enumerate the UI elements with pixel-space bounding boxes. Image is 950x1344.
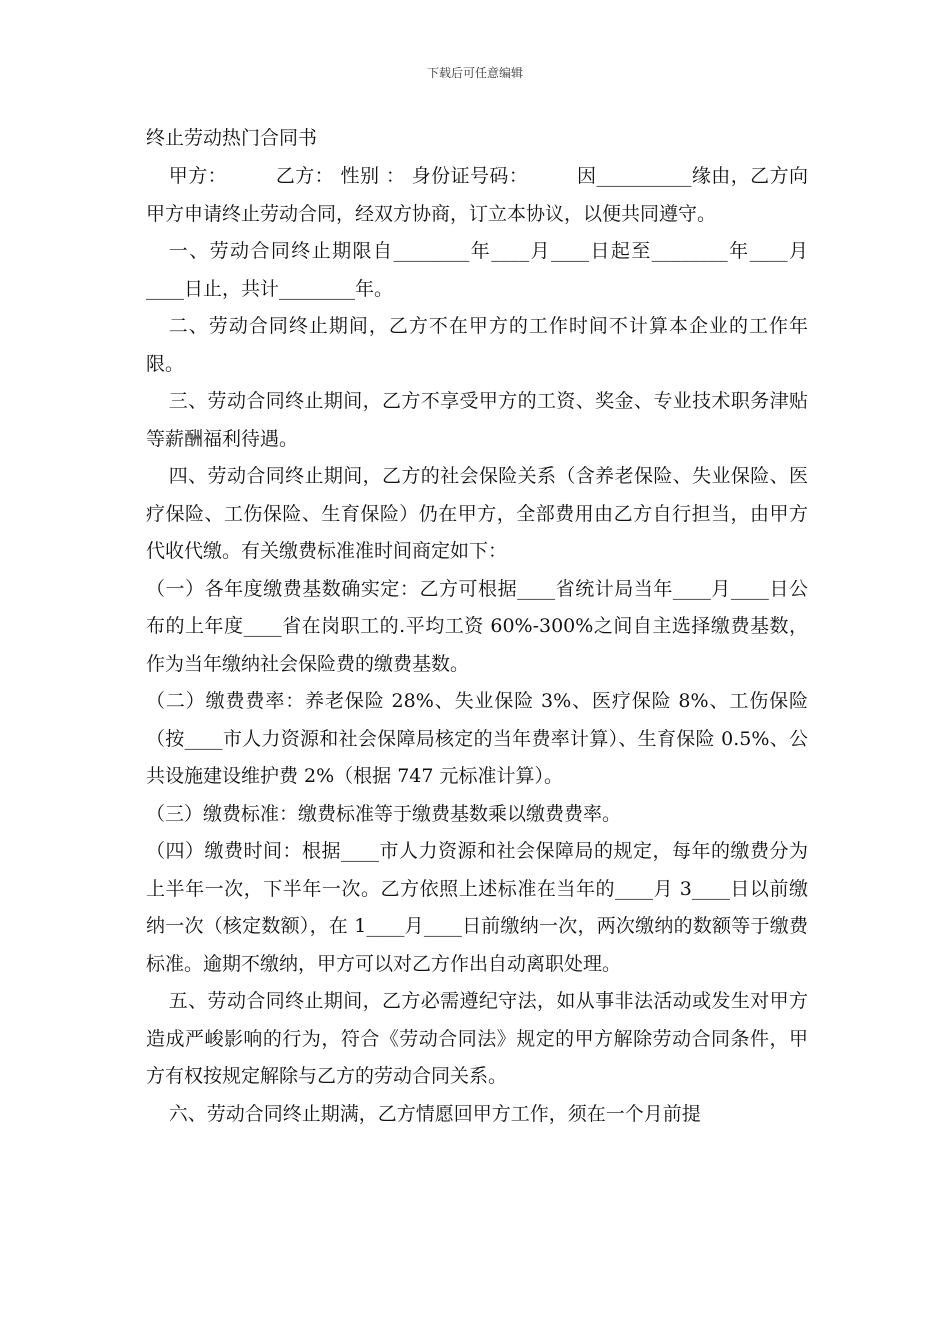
paragraph: 甲方： 乙方： 性别 ： 身份证号码： 因__________缘由，乙方向甲方申请终止劳动合同，经双方协商，订立本协议，以便共同遵守。 — [146, 165, 808, 225]
paragraph: 二、劳动合同终止期间，乙方不在甲方的工作时间不计算本企业的工作年限。 — [146, 315, 808, 375]
paragraph: 六、劳动合同终止期满，乙方情愿回甲方工作，须在一个月前提 — [168, 1102, 701, 1125]
page-header: 下载后可任意编辑 — [426, 66, 523, 80]
paragraph-list — [146, 158, 808, 1133]
document-body — [146, 124, 808, 1133]
paragraph: （三）缴费标准：缴费标准等于缴费基数乘以缴费费率。 — [146, 802, 622, 825]
document-title: 终止劳动热门合同书 — [146, 127, 318, 149]
paragraph: 一、劳动合同终止期限自________年____月____日起至________年____月____日止，共计________年。 — [146, 240, 808, 300]
paragraph: （一）各年度缴费基数确实定：乙方可根据____省统计局当年____月____日公布的上年度____省在岗职工的.平均工资 60%-300%之间自主选择缴费基数，作为当年缴纳社会保险费的缴费基数。 — [146, 577, 808, 675]
paragraph: 五、劳动合同终止期间，乙方必需遵纪守法，如从事非法活动或发生对甲方造成严峻影响的行为，符合《劳动合同法》规定的甲方解除劳动合同条件，甲方有权按规定解除与乙方的劳动合同关系。 — [146, 990, 808, 1087]
paragraph: 三、劳动合同终止期间，乙方不享受甲方的工资、奖金、专业技术职务津贴等薪酬福利待遇。 — [146, 390, 808, 450]
paragraph: （四）缴费时间：根据____市人力资源和社会保障局的规定，每年的缴费分为上半年一次，下半年一次。乙方依照上述标准在当年的____月 3____日以前缴纳一次（核定数额），在 1____月____日前缴纳一次，两次缴纳的数额等于缴费标准。逾期不缴纳，甲方可以对乙方作出自动离职处理。 — [146, 840, 808, 975]
paragraph: （二）缴费费率：养老保险 28%、失业保险 3%、医疗保险 8%、工伤保险（按____市人力资源和社会保障局核定的当年费率计算）、生育保险 0.5%、公共设施建设维护费 2%（根据 747 元标准计算）。 — [146, 690, 808, 787]
paragraph: 四、劳动合同终止期间，乙方的社会保险关系（含养老保险、失业保险、医疗保险、工伤保险、生育保险）仍在甲方，全部费用由乙方自行担当，由甲方代收代缴。有关缴费标准准时间商定如下： — [146, 465, 808, 562]
